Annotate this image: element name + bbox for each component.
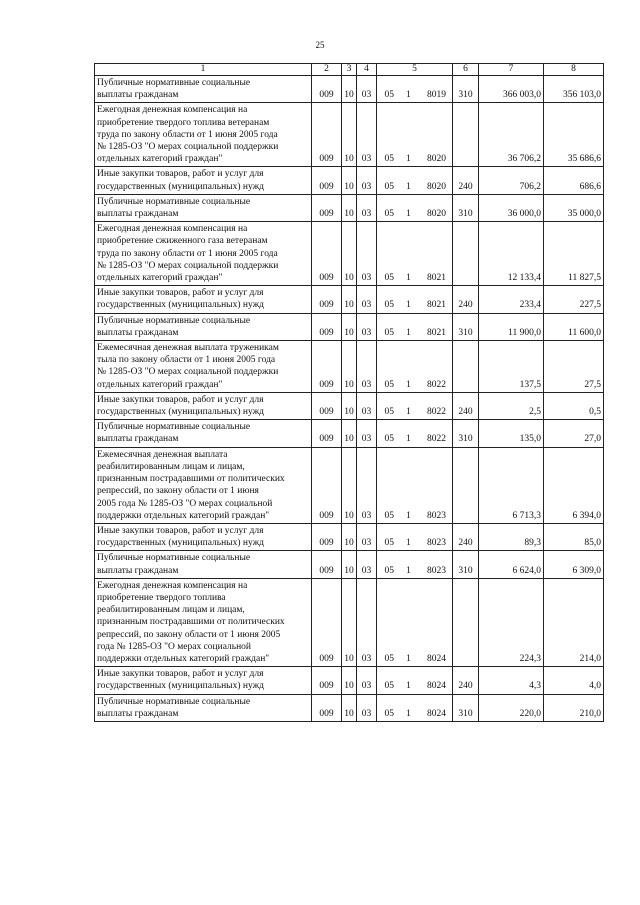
program-code: 05 <box>377 523 402 550</box>
chapter-code: 009 <box>312 667 342 694</box>
expense-type-code <box>453 447 479 523</box>
subprogram-code: 1 <box>402 167 416 194</box>
chapter-code: 009 <box>312 313 342 340</box>
table-row <box>95 551 604 578</box>
subsection-code: 03 <box>357 313 377 340</box>
amount-col8: 6 309,0 <box>544 551 604 578</box>
subsection-code: 03 <box>357 167 377 194</box>
expense-type-code: 310 <box>453 76 479 103</box>
subprogram-code: 1 <box>402 447 416 523</box>
section-code: 10 <box>342 523 357 550</box>
section-code: 10 <box>342 420 357 447</box>
amount-col8: 11 600,0 <box>544 313 604 340</box>
section-code: 10 <box>342 578 357 666</box>
header-row <box>95 64 604 76</box>
target-article-code: 8021 <box>416 313 453 340</box>
target-article-code: 8021 <box>416 222 453 286</box>
expense-type-code <box>453 103 479 167</box>
program-code: 05 <box>377 447 402 523</box>
expense-type-code: 310 <box>453 420 479 447</box>
header-cell: 1 <box>95 64 312 76</box>
table-row <box>95 578 604 666</box>
section-code: 10 <box>342 694 357 721</box>
subprogram-code: 1 <box>402 551 416 578</box>
chapter-code: 009 <box>312 420 342 447</box>
chapter-code: 009 <box>312 222 342 286</box>
amount-col8: 85,0 <box>544 523 604 550</box>
program-code: 05 <box>377 420 402 447</box>
row-description: Иные закупки товаров, работ и услуг для государственных (муниципальных) нужд <box>95 523 312 550</box>
section-code: 10 <box>342 194 357 221</box>
chapter-code: 009 <box>312 392 342 419</box>
row-description: Иные закупки товаров, работ и услуг для государственных (муниципальных) нужд <box>95 286 312 313</box>
subsection-code: 03 <box>357 222 377 286</box>
amount-col8: 227,5 <box>544 286 604 313</box>
program-code: 05 <box>377 392 402 419</box>
section-code: 10 <box>342 551 357 578</box>
subprogram-code: 1 <box>402 667 416 694</box>
amount-col7: 89,3 <box>479 523 544 550</box>
table-row <box>95 667 604 694</box>
chapter-code: 009 <box>312 341 342 393</box>
program-code: 05 <box>377 286 402 313</box>
row-description: Публичные нормативные социальные выплаты гражданам <box>95 551 312 578</box>
expense-type-code: 310 <box>453 313 479 340</box>
table-row <box>95 341 604 393</box>
table-row <box>95 420 604 447</box>
table-row <box>95 447 604 523</box>
table-row <box>95 313 604 340</box>
subprogram-code: 1 <box>402 286 416 313</box>
budget-table <box>94 63 604 722</box>
section-code: 10 <box>342 222 357 286</box>
row-description: Иные закупки товаров, работ и услуг для государственных (муниципальных) нужд <box>95 167 312 194</box>
amount-col8: 35 000,0 <box>544 194 604 221</box>
header-cell: 6 <box>453 64 479 76</box>
amount-col8: 27,5 <box>544 341 604 393</box>
program-code: 05 <box>377 578 402 666</box>
chapter-code: 009 <box>312 194 342 221</box>
target-article-code: 8020 <box>416 194 453 221</box>
row-description: Публичные нормативные социальные выплаты гражданам <box>95 76 312 103</box>
target-article-code: 8022 <box>416 341 453 393</box>
target-article-code: 8021 <box>416 286 453 313</box>
amount-col7: 224,3 <box>479 578 544 666</box>
chapter-code: 009 <box>312 167 342 194</box>
program-code: 05 <box>377 167 402 194</box>
chapter-code: 009 <box>312 694 342 721</box>
amount-col8: 11 827,5 <box>544 222 604 286</box>
header-cell: 5 <box>377 64 453 76</box>
program-code: 05 <box>377 667 402 694</box>
expense-type-code: 240 <box>453 392 479 419</box>
section-code: 10 <box>342 76 357 103</box>
amount-col7: 2,5 <box>479 392 544 419</box>
table-row <box>95 286 604 313</box>
section-code: 10 <box>342 167 357 194</box>
subprogram-code: 1 <box>402 76 416 103</box>
amount-col7: 233,4 <box>479 286 544 313</box>
subprogram-code: 1 <box>402 420 416 447</box>
row-description: Публичные нормативные социальные выплаты гражданам <box>95 420 312 447</box>
row-description: Публичные нормативные социальные выплаты гражданам <box>95 194 312 221</box>
subsection-code: 03 <box>357 392 377 419</box>
program-code: 05 <box>377 103 402 167</box>
header-cell: 8 <box>544 64 604 76</box>
target-article-code: 8024 <box>416 578 453 666</box>
program-code: 05 <box>377 694 402 721</box>
amount-col8: 6 394,0 <box>544 447 604 523</box>
section-code: 10 <box>342 667 357 694</box>
target-article-code: 8022 <box>416 392 453 419</box>
amount-col7: 137,5 <box>479 341 544 393</box>
amount-col7: 6 624,0 <box>479 551 544 578</box>
amount-col7: 706,2 <box>479 167 544 194</box>
row-description: Ежегодная денежная компенсация на приобретение твердого топлива ветеранам труда по закону области от 1 июня 2005 года № 1285-ОЗ "О мерах социальной поддержки отдельных категорий граждан" <box>95 103 312 167</box>
table-row <box>95 194 604 221</box>
subsection-code: 03 <box>357 667 377 694</box>
target-article-code: 8024 <box>416 667 453 694</box>
expense-type-code: 240 <box>453 286 479 313</box>
expense-type-code <box>453 341 479 393</box>
program-code: 05 <box>377 194 402 221</box>
expense-type-code: 240 <box>453 667 479 694</box>
target-article-code: 8019 <box>416 76 453 103</box>
row-description: Ежегодная денежная компенсация на приобретение сжиженного газа ветеранам труда по закону области от 1 июня 2005 года № 1285-ОЗ "О мерах социальной поддержки отдельных категорий граждан" <box>95 222 312 286</box>
chapter-code: 009 <box>312 578 342 666</box>
section-code: 10 <box>342 313 357 340</box>
subsection-code: 03 <box>357 447 377 523</box>
row-description: Публичные нормативные социальные выплаты гражданам <box>95 694 312 721</box>
expense-type-code <box>453 578 479 666</box>
subsection-code: 03 <box>357 551 377 578</box>
subsection-code: 03 <box>357 103 377 167</box>
row-description: Ежемесячная денежная выплата реабилитированным лицам и лицам, признанным пострадавшими от политических репрессий, по закону области от 1 июня 2005 года № 1285-ОЗ "О мерах социальной поддержки отдельных категорий граждан" <box>95 447 312 523</box>
amount-col7: 4,3 <box>479 667 544 694</box>
header-cell: 3 <box>342 64 357 76</box>
amount-col8: 4,0 <box>544 667 604 694</box>
subprogram-code: 1 <box>402 578 416 666</box>
chapter-code: 009 <box>312 76 342 103</box>
amount-col7: 6 713,3 <box>479 447 544 523</box>
target-article-code: 8023 <box>416 551 453 578</box>
target-article-code: 8020 <box>416 167 453 194</box>
target-article-code: 8023 <box>416 523 453 550</box>
amount-col7: 36 000,0 <box>479 194 544 221</box>
chapter-code: 009 <box>312 286 342 313</box>
row-description: Иные закупки товаров, работ и услуг для государственных (муниципальных) нужд <box>95 667 312 694</box>
subprogram-code: 1 <box>402 341 416 393</box>
amount-col8: 35 686,6 <box>544 103 604 167</box>
header-cell: 4 <box>357 64 377 76</box>
row-description: Ежемесячная денежная выплата труженикам тыла по закону области от 1 июня 2005 года № 1285-ОЗ "О мерах социальной поддержки отдельных категорий граждан" <box>95 341 312 393</box>
expense-type-code: 310 <box>453 551 479 578</box>
section-code: 10 <box>342 341 357 393</box>
program-code: 05 <box>377 76 402 103</box>
subprogram-code: 1 <box>402 694 416 721</box>
chapter-code: 009 <box>312 103 342 167</box>
amount-col8: 356 103,0 <box>544 76 604 103</box>
row-description: Публичные нормативные социальные выплаты гражданам <box>95 313 312 340</box>
amount-col7: 135,0 <box>479 420 544 447</box>
amount-col8: 686,6 <box>544 167 604 194</box>
subprogram-code: 1 <box>402 103 416 167</box>
target-article-code: 8020 <box>416 103 453 167</box>
subprogram-code: 1 <box>402 392 416 419</box>
amount-col8: 210,0 <box>544 694 604 721</box>
program-code: 05 <box>377 341 402 393</box>
page-number: 25 <box>315 40 325 50</box>
subsection-code: 03 <box>357 578 377 666</box>
section-code: 10 <box>342 447 357 523</box>
expense-type-code: 240 <box>453 167 479 194</box>
chapter-code: 009 <box>312 447 342 523</box>
subsection-code: 03 <box>357 523 377 550</box>
expense-type-code: 240 <box>453 523 479 550</box>
chapter-code: 009 <box>312 523 342 550</box>
target-article-code: 8023 <box>416 447 453 523</box>
section-code: 10 <box>342 392 357 419</box>
amount-col7: 220,0 <box>479 694 544 721</box>
header-cell: 7 <box>479 64 544 76</box>
table-row <box>95 103 604 167</box>
section-code: 10 <box>342 103 357 167</box>
expense-type-code <box>453 222 479 286</box>
row-description: Ежегодная денежная компенсация на приобретение твердого топлива реабилитированным лицам и лицам, признанным пострадавшими от политических репрессий, по закону области от 1 июня 2005 года № 1285-ОЗ "О мерах социальной поддержки отдельных категорий граждан" <box>95 578 312 666</box>
amount-col8: 214,0 <box>544 578 604 666</box>
subprogram-code: 1 <box>402 194 416 221</box>
amount-col7: 11 900,0 <box>479 313 544 340</box>
target-article-code: 8024 <box>416 694 453 721</box>
amount-col7: 36 706,2 <box>479 103 544 167</box>
table-row <box>95 694 604 721</box>
subsection-code: 03 <box>357 420 377 447</box>
expense-type-code: 310 <box>453 694 479 721</box>
table-row <box>95 523 604 550</box>
header-cell: 2 <box>312 64 342 76</box>
amount-col8: 27,0 <box>544 420 604 447</box>
table-row <box>95 392 604 419</box>
program-code: 05 <box>377 222 402 286</box>
section-code: 10 <box>342 286 357 313</box>
subsection-code: 03 <box>357 341 377 393</box>
target-article-code: 8022 <box>416 420 453 447</box>
subprogram-code: 1 <box>402 523 416 550</box>
subprogram-code: 1 <box>402 313 416 340</box>
row-description: Иные закупки товаров, работ и услуг для государственных (муниципальных) нужд <box>95 392 312 419</box>
expense-type-code: 310 <box>453 194 479 221</box>
amount-col7: 366 003,0 <box>479 76 544 103</box>
subsection-code: 03 <box>357 194 377 221</box>
subsection-code: 03 <box>357 694 377 721</box>
table-row <box>95 167 604 194</box>
amount-col7: 12 133,4 <box>479 222 544 286</box>
table-row <box>95 76 604 103</box>
program-code: 05 <box>377 551 402 578</box>
program-code: 05 <box>377 313 402 340</box>
subsection-code: 03 <box>357 286 377 313</box>
subprogram-code: 1 <box>402 222 416 286</box>
subsection-code: 03 <box>357 76 377 103</box>
amount-col8: 0,5 <box>544 392 604 419</box>
chapter-code: 009 <box>312 551 342 578</box>
table-row <box>95 222 604 286</box>
